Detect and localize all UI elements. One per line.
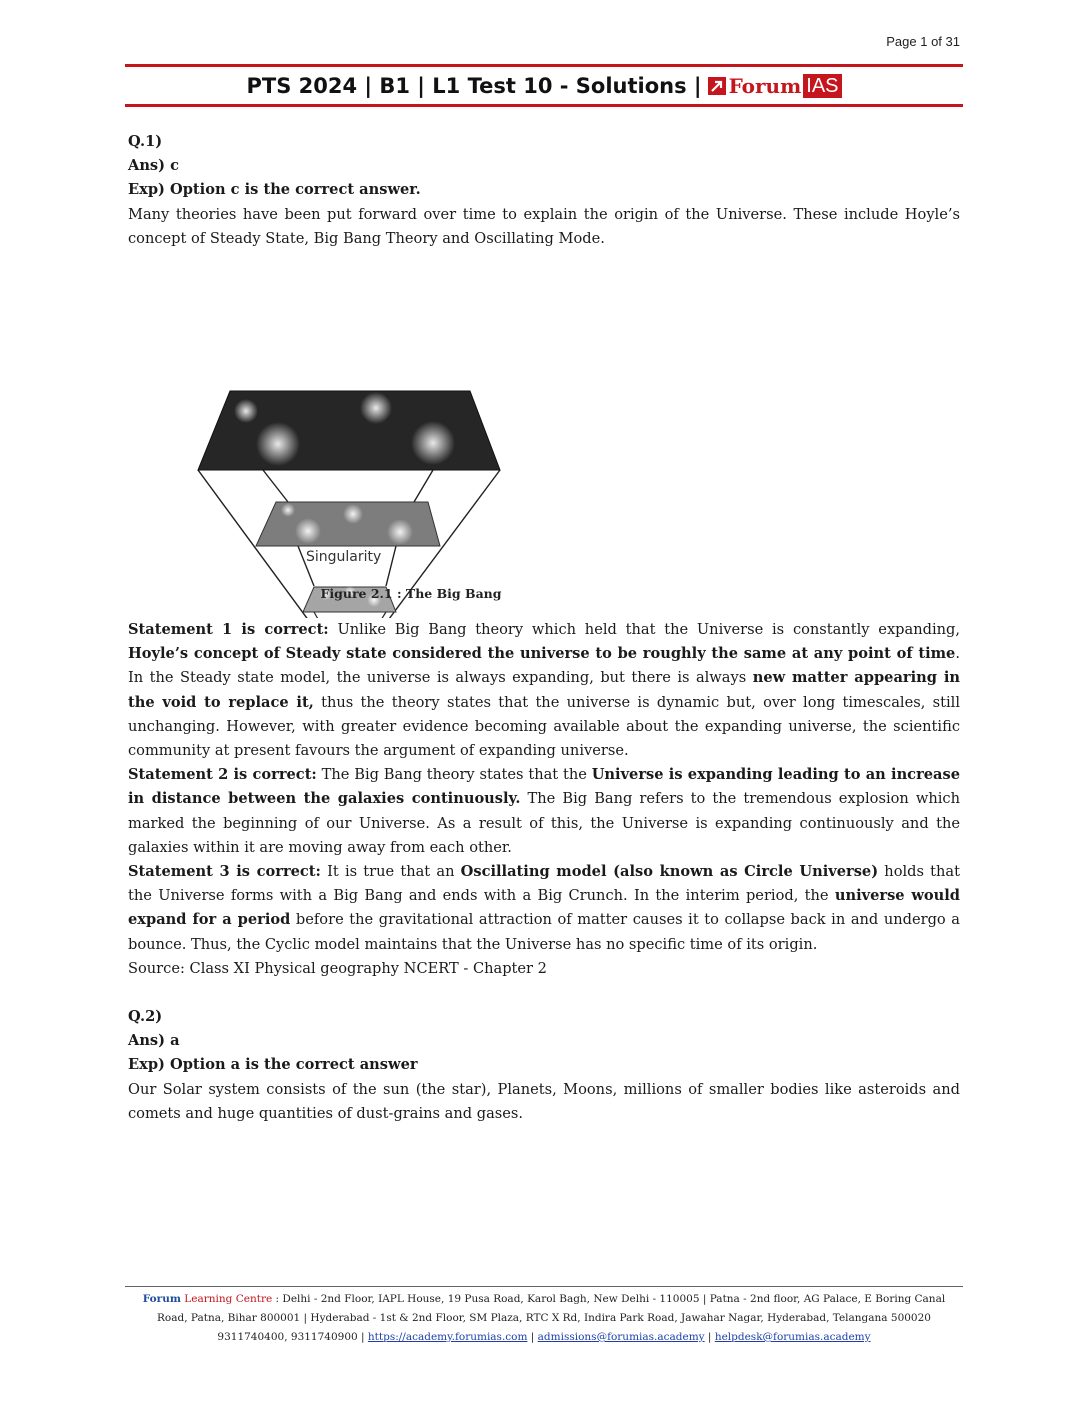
big-bang-illustration [128, 254, 960, 618]
logo-ias-text: IAS [803, 74, 841, 98]
footer-line-2: Road, Patna, Bihar 800001 | Hyderabad - 1st & 2nd Floor, SM Plaza, RTC X Rd, Indira Park Road, Jawahar Nagar, Hyderabad, Telangana 500020 [157, 1312, 931, 1324]
big-bang-figure [128, 254, 960, 618]
forumias-logo [708, 74, 842, 98]
q1-answer: Ans) c [128, 157, 180, 175]
page-header [125, 70, 963, 102]
q1-label: Q.1) [128, 133, 163, 150]
figure-caption: Figure 2.1 : The Big Bang [320, 586, 502, 602]
q1-explanation-heading: Exp) Option c is the correct answer. [128, 181, 421, 199]
header-title: PTS 2024 | B1 | L1 Test 10 - Solutions | [246, 74, 702, 98]
helpdesk-email-link[interactable]: helpdesk@forumias.academy [714, 1331, 871, 1343]
q1-statement-3: Statement 3 is correct: It is true that an Oscillating model (also known as Circle Universe) holds that the Universe forms with a Big Bang and ends with a Big Crunch. In the interim period, the universe would expand for a period before the gravitational attraction of matter causes it to collapse back in and undergo a bounce. Thus, the Cyclic model maintains that the Universe has no specific time of its origin. [128, 863, 960, 953]
footer-line-3: 9311740400, 9311740900 | https://academy.forumias.com | admissions@forumias.academy | helpdesk@forumias.academy [217, 1331, 871, 1343]
q1-intro: Many theories have been put forward over time to explain the origin of the Universe. These include Hoyle’s concept of Steady State, Big Bang Theory and Oscillating Mode. [128, 205, 960, 247]
singularity-label: Singularity [306, 549, 382, 566]
header-rule-bottom [125, 104, 963, 107]
q2-text: Our Solar system consists of the sun (the star), Planets, Moons, millions of smaller bodies like asteroids and comets and huge quantities of dust-grains and gases. [128, 1080, 960, 1122]
logo-forum-text: Forum [728, 74, 802, 98]
logo-arrow-icon [708, 77, 726, 95]
q2-label: Q.2) [128, 1008, 163, 1026]
page-number: Page 1 of 31 [886, 34, 960, 49]
q1-source: Source: Class XI Physical geography NCERT - Chapter 2 [128, 959, 547, 977]
q1-statement-1: Statement 1 is correct: Unlike Big Bang theory which held that the Universe is constantly expanding, Hoyle’s concept of Steady state considered the universe to be roughly the same at any point of time. In the Steady state model, the universe is always expanding, but there is always new matter appearing in the void to replace it, thus the theory states that the universe is dynamic but, over long timescales, still unchanging. However, with greater evidence becoming available about the expanding universe, the scientific community at present favours the argument of expanding universe. [128, 621, 960, 760]
footer-line-1: Forum Learning Centre : Delhi - 2nd Floor, IAPL House, 19 Pusa Road, Karol Bagh, New Delhi - 110005 | Patna - 2nd floor, AG Palace, E Boring Canal [142, 1293, 946, 1305]
page-footer [128, 1290, 960, 1347]
footer-rule [125, 1286, 963, 1287]
q2-answer: Ans) a [128, 1032, 180, 1050]
q2-explanation-heading: Exp) Option a is the correct answer [128, 1056, 418, 1074]
main-content [128, 130, 960, 1126]
academy-link[interactable]: https://academy.forumias.com [367, 1331, 528, 1343]
admissions-email-link[interactable]: admissions@forumias.academy [537, 1331, 705, 1343]
header-rule-top [125, 64, 963, 67]
q1-statement-2: Statement 2 is correct: The Big Bang theory states that the Universe is expanding leading to an increase in distance between the galaxies continuously. The Big Bang refers to the tremendous explosion which marked the beginning of our Universe. As a result of this, the Universe is expanding continuously and the galaxies within it are moving away from each other. [128, 766, 961, 856]
